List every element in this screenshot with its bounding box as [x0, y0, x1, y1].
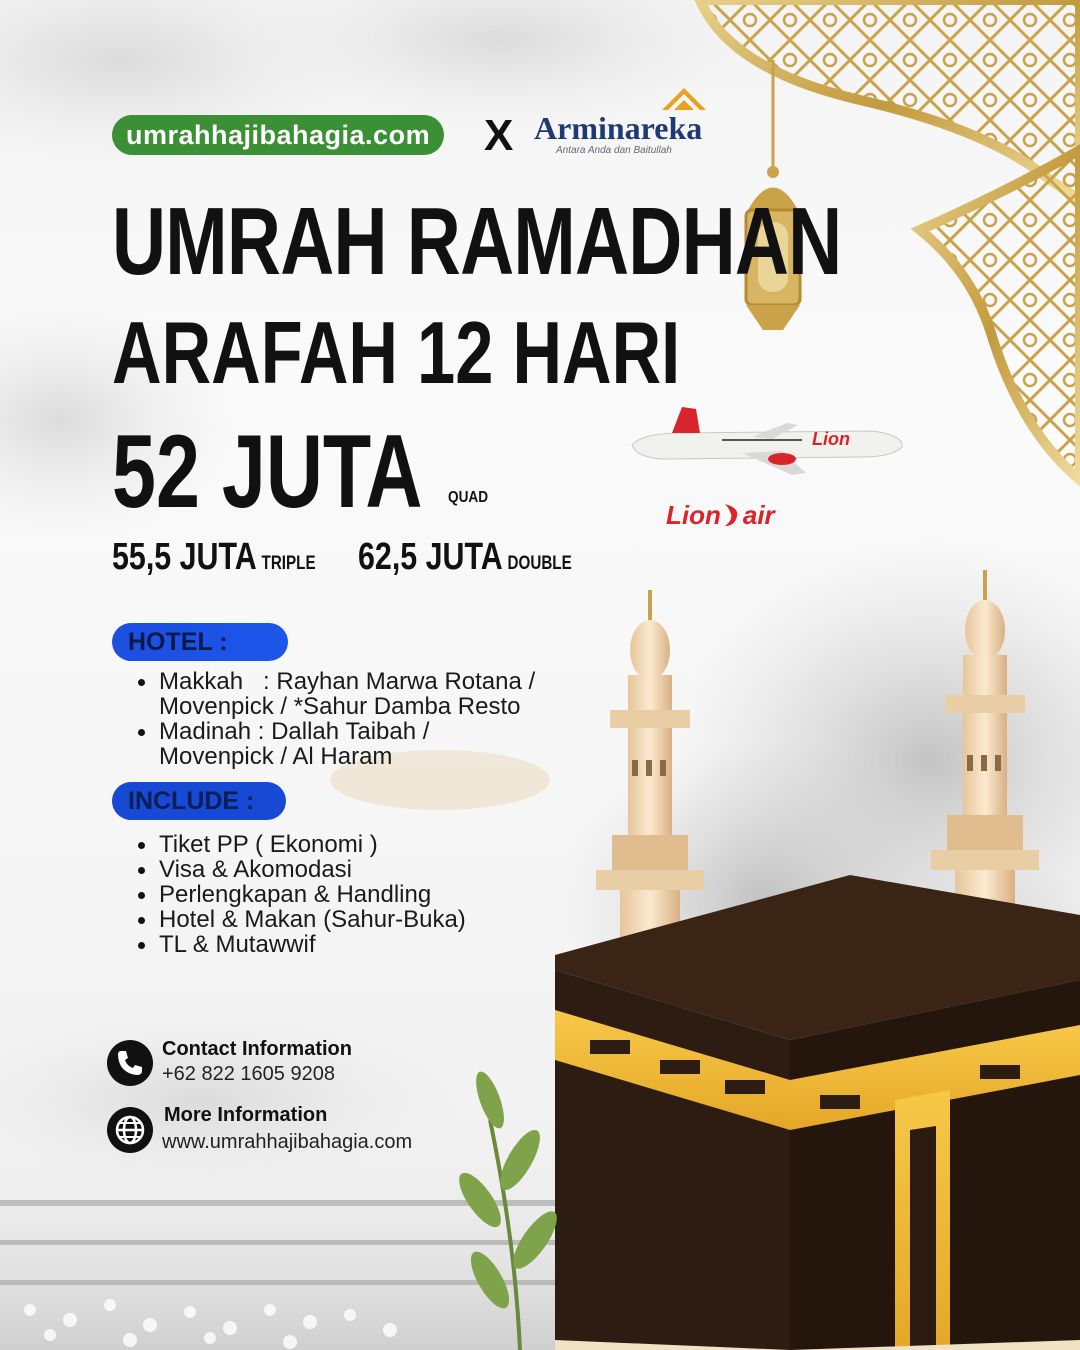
- brand-name: Arminareka: [534, 110, 703, 146]
- include-list: [113, 832, 593, 957]
- collab-separator: X: [484, 111, 514, 160]
- price-option-type: DOUBLE: [507, 553, 572, 574]
- lion-air-logo-text-1: Lion: [666, 500, 721, 530]
- lion-air-logo-text-2: air: [742, 500, 775, 530]
- headline-line-2: ARAFAH 12 HARI: [112, 303, 681, 402]
- globe-icon: [107, 1107, 153, 1153]
- plant-decoration: [450, 1040, 580, 1350]
- main-room-type: QUAD: [448, 489, 489, 506]
- headline-line-1: UMRAH RAMADHAN: [112, 188, 842, 295]
- hotel-item-line-1: Makkah : Rayhan Marwa Rotana /: [159, 668, 536, 695]
- list-item: [113, 719, 633, 769]
- price-option-double: [358, 536, 572, 579]
- hotel-section-label: HOTEL :: [112, 623, 288, 661]
- site-url-pill: umrahhajibahagia.com: [112, 115, 444, 155]
- lion-emblem-icon: [723, 502, 741, 528]
- list-item: Perlengkapan & Handling: [113, 882, 593, 907]
- hotel-item-line-1: Madinah : Dallah Taibah /: [159, 718, 430, 745]
- price-option-value: 62,5 JUTA: [358, 536, 503, 578]
- contact-title: Contact Information: [162, 1038, 352, 1060]
- contact-phone[interactable]: +62 822 1605 9208: [162, 1063, 335, 1085]
- hotel-list: [113, 669, 633, 769]
- lion-air-logo: [666, 500, 811, 536]
- price-option-triple: [112, 536, 316, 579]
- plane-livery-text: Lion: [812, 429, 850, 449]
- price-option-value: 55,5 JUTA: [112, 536, 257, 578]
- arminareka-logo-icon: [660, 86, 708, 112]
- phone-icon: [107, 1040, 153, 1086]
- list-item: [113, 669, 633, 719]
- list-item: Hotel & Makan (Sahur-Buka): [113, 907, 593, 932]
- price-option-type: TRIPLE: [261, 553, 316, 574]
- hotel-item-line-2: Movenpick / *Sahur Damba Resto: [159, 693, 521, 720]
- list-item: Visa & Akomodasi: [113, 857, 593, 882]
- brand-tagline: Antara Anda dan Baitullah: [556, 145, 672, 156]
- website-link[interactable]: www.umrahhajibahagia.com: [162, 1131, 413, 1153]
- hotel-item-line-2: Movenpick / Al Haram: [159, 743, 393, 770]
- list-item: TL & Mutawwif: [113, 932, 593, 957]
- main-price: 52 JUTA: [112, 414, 423, 530]
- list-item: Tiket PP ( Ekonomi ): [113, 832, 593, 857]
- more-info-title: More Information: [164, 1104, 328, 1126]
- include-section-label: INCLUDE :: [112, 782, 286, 820]
- airplane-image: [622, 405, 906, 475]
